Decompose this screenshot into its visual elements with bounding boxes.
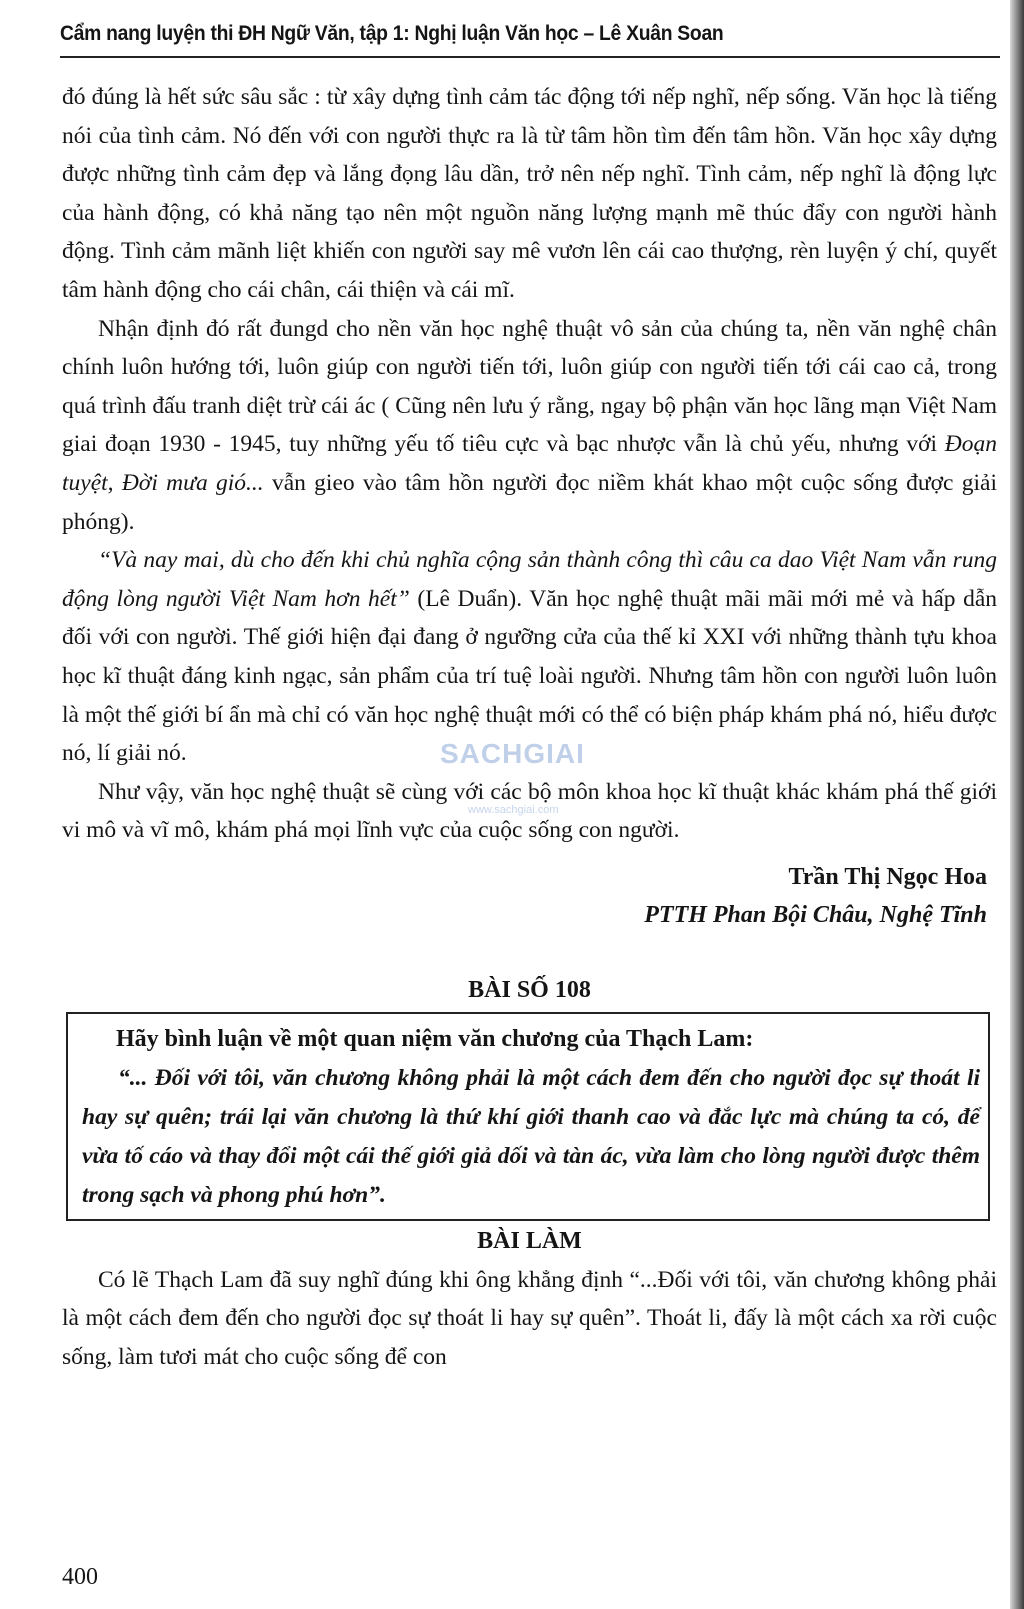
page-edge-shadow bbox=[1010, 0, 1024, 1609]
paragraph-2-italic-titles: Đoạn tuyệt, Đời mưa gió... bbox=[62, 431, 997, 496]
prompt-intro: Hãy bình luận về một quan niệm văn chương của Thạch Lam: bbox=[116, 1025, 754, 1052]
prompt-quote: “... Đối với tôi, văn chương không phải là một cách đem đến cho người đọc sự thoát li hay sự quên; trái lại văn chương là thứ khí giới thanh cao và đắc lực mà chúng ta có, để vừa tố cáo và thay đổi một cái thế giới giả dối và tàn ác, vừa làm cho lòng người được thêm trong sạch và phong phú hơn”. bbox=[82, 1064, 980, 1208]
essay-paragraph: Có lẽ Thạch Lam đã suy nghĩ đúng khi ông khẳng định “...Đối với tôi, văn chương không phải là một cách đem đến cho người đọc sự thoát li hay sự quên”. Thoát li, đấy là một cách xa rời cuộc sống, làm tươi mát cho cuộc sống để con bbox=[62, 1266, 997, 1371]
paragraph-2-end: vẫn gieo vào tâm hồn người đọc niềm khát khao một cuộc sống được giải phóng). bbox=[62, 469, 997, 535]
page-number: 400 bbox=[62, 1564, 98, 1590]
paragraph-2-start: Nhận định đó rất đungd cho nền văn học nghệ thuật vô sản của chúng ta, nền văn nghệ chân chính luôn hướng tới, luôn giúp con người tiến tới, luôn giúp con người tiến tới cái cao cả, trong quá trình đấu tranh diệt trừ cái ác ( Cũng nên lưu ý rằng, ngay bộ phận văn học lãng mạn Việt Nam giai đoạn 1930 - 1945, tuy những yếu tố tiêu cực và bạc nhược vẫn là chủ yếu, nhưng với bbox=[62, 315, 997, 458]
paragraph-2 bbox=[62, 310, 997, 542]
prompt-box bbox=[66, 1012, 990, 1221]
paragraph-4: Như vậy, văn học nghệ thuật sẽ cùng với các bộ môn khoa học kĩ thuật khác khám phá thế giới vi mô và vĩ mô, khám phá mọi lĩnh vực của cuộc sống con người. bbox=[62, 778, 997, 844]
paragraph-3-rest: (Lê Duẩn). Văn học nghệ thuật mãi mãi mới mẻ và hấp dẫn đối với con người. Thế giới hiện đại đang ở ngưỡng cửa của thế kỉ XXI với những thành tựu khoa học kĩ thuật đáng kinh ngạc, sản phẩm của trí tuệ loài người. Nhưng tâm hồn con người luôn luôn là một thế giới bí ẩn mà chỉ có văn học nghệ thuật mới có thể có biện pháp khám phá nó, hiểu được nó, lí giải nó. bbox=[62, 585, 997, 767]
page-body bbox=[62, 78, 997, 1377]
header-rule bbox=[60, 56, 1000, 58]
lesson-title: BÀI SỐ 108 bbox=[468, 976, 591, 1003]
author-name: Trần Thị Ngọc Hoa bbox=[788, 863, 987, 890]
watermark-logo: SACHGIAI bbox=[440, 738, 585, 769]
running-header: Cẩm nang luyện thi ĐH Ngữ Văn, tập 1: Nghị luận Văn học – Lê Xuân Soan bbox=[60, 22, 724, 45]
signature-block bbox=[62, 858, 997, 934]
essay-heading: BÀI LÀM bbox=[477, 1227, 582, 1254]
watermark-site: www.sachgiai.com bbox=[468, 804, 559, 816]
author-school: PTTH Phan Bội Châu, Nghệ Tĩnh bbox=[644, 901, 987, 928]
paragraph-1: đó đúng là hết sức sâu sắc : từ xây dựng tình cảm tác động tới nếp nghĩ, nếp sống. Văn học là tiếng nói của tình cảm. Nó đến với con người thực ra là từ tâm hồn tìm đến tâm hồn. Văn học xây dựng được những tình cảm đẹp và lắng đọng lâu dần, trở nên nếp nghĩ. Tình cảm, nếp nghĩ là động lực của hành động, có khả năng tạo nên một nguồn năng lượng mạnh mẽ thúc đẩy con người hành động. Tình cảm mãnh liệt khiến con người say mê vươn lên cái cao thượng, rèn luyện ý chí, quyết tâm hành động cho cái chân, cái thiện và cái mĩ. bbox=[62, 84, 997, 303]
le-duan-quote: “Và nay mai, dù cho đến khi chủ nghĩa cộng sản thành công thì câu ca dao Việt Nam vẫn rung động lòng người Việt Nam hơn hết” bbox=[62, 547, 997, 612]
